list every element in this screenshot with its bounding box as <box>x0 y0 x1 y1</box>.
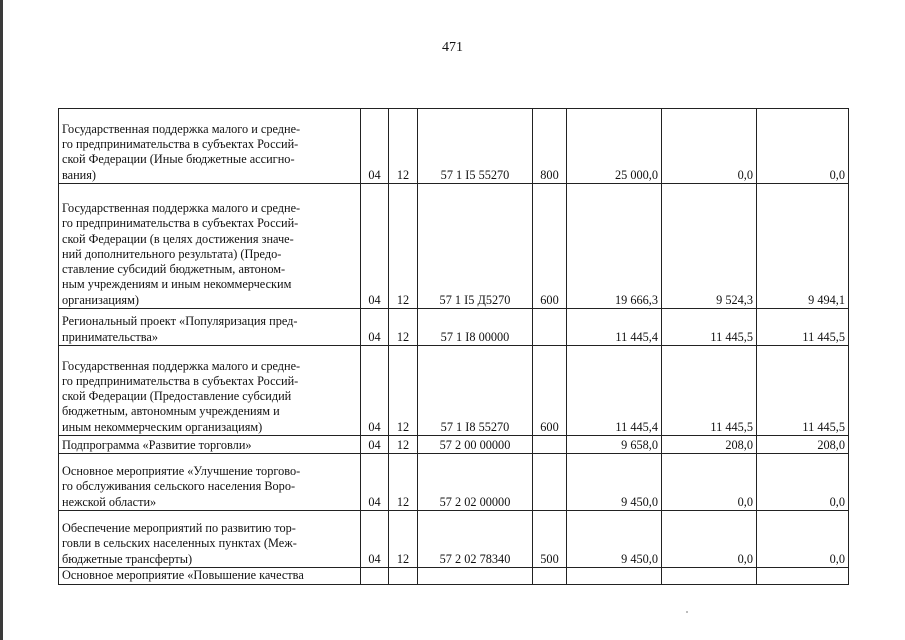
item-name-line: Основное мероприятие «Улучшение торгово- <box>62 464 301 479</box>
amount-year-1-cell: 11 445,4 <box>567 346 662 436</box>
amount-year-2-cell: 0,0 <box>662 511 757 568</box>
amount-year-2-cell: 11 445,5 <box>662 346 757 436</box>
target-article-cell: 57 1 I5 55270 <box>418 109 533 184</box>
item-name-line: Государственная поддержка малого и средне- <box>62 200 301 215</box>
section-code-cell: 04 <box>361 454 389 511</box>
item-name-line: бюджетные трансферты) <box>62 551 193 566</box>
page-number: 471 <box>442 40 463 55</box>
amount-year-2-cell: 208,0 <box>662 436 757 454</box>
item-name-cell <box>59 309 361 346</box>
subsection-code-cell <box>389 568 418 585</box>
item-name-line: Подпрограмма «Развитие торговли» <box>62 437 252 452</box>
item-name-line: нежской области» <box>62 494 157 509</box>
item-name-cell <box>59 184 361 309</box>
subsection-code-cell: 12 <box>389 309 418 346</box>
amount-year-1-cell: 9 658,0 <box>567 436 662 454</box>
expense-type-cell <box>533 568 567 585</box>
amount-year-1-cell: 9 450,0 <box>567 454 662 511</box>
item-name-line: Основное мероприятие «Повышение качества <box>62 568 304 582</box>
target-article-cell: 57 2 00 00000 <box>418 436 533 454</box>
expense-type-cell <box>533 454 567 511</box>
item-name-cell <box>59 109 361 184</box>
section-code-cell: 04 <box>361 436 389 454</box>
item-name-line: говли в сельских населенных пунктах (Меж- <box>62 536 297 551</box>
item-name-line: организациям) <box>62 292 139 307</box>
item-name-cell <box>59 346 361 436</box>
item-name-cell <box>59 436 361 454</box>
item-name-line: бюджетным, автономным учреждениям и <box>62 404 280 419</box>
amount-year-2-cell: 0,0 <box>662 109 757 184</box>
budget-table <box>58 108 849 585</box>
expense-type-cell: 600 <box>533 346 567 436</box>
item-name-cell <box>59 511 361 568</box>
table-row <box>59 511 849 568</box>
amount-year-1-cell: 11 445,4 <box>567 309 662 346</box>
amount-year-1-cell: 9 450,0 <box>567 511 662 568</box>
item-name-line: го обслуживания сельского населения Воро- <box>62 479 296 494</box>
item-name-line: ской Федерации (Иные бюджетные ассигно- <box>62 152 295 167</box>
amount-year-2-cell: 9 524,3 <box>662 184 757 309</box>
amount-year-3-cell: 9 494,1 <box>757 184 849 309</box>
subsection-code-cell: 12 <box>389 454 418 511</box>
item-name-line: Обеспечение мероприятий по развитию тор- <box>62 521 296 536</box>
amount-year-2-cell: 11 445,5 <box>662 309 757 346</box>
amount-year-3-cell: 11 445,5 <box>757 346 849 436</box>
item-name-cell <box>59 454 361 511</box>
table-row <box>59 436 849 454</box>
amount-year-2-cell <box>662 568 757 585</box>
item-name-line: Государственная поддержка малого и средне- <box>62 121 301 136</box>
amount-year-3-cell: 0,0 <box>757 454 849 511</box>
expense-type-cell: 800 <box>533 109 567 184</box>
target-article-cell: 57 1 I5 Д5270 <box>418 184 533 309</box>
subsection-code-cell: 12 <box>389 109 418 184</box>
item-name-line: вания) <box>62 167 97 182</box>
subsection-code-cell: 12 <box>389 436 418 454</box>
item-name-line: принимательства» <box>62 329 158 344</box>
section-code-cell: 04 <box>361 309 389 346</box>
amount-year-3-cell <box>757 568 849 585</box>
item-name-line: ным учреждениям и иным некоммерческим <box>62 277 292 292</box>
item-name-line: ний дополнительного результата) (Предо- <box>62 246 282 261</box>
target-article-cell: 57 1 I8 00000 <box>418 309 533 346</box>
table-row <box>59 109 849 184</box>
table-row <box>59 454 849 511</box>
subsection-code-cell: 12 <box>389 184 418 309</box>
expense-type-cell: 500 <box>533 511 567 568</box>
subsection-code-cell: 12 <box>389 346 418 436</box>
section-code-cell: 04 <box>361 346 389 436</box>
amount-year-1-cell: 25 000,0 <box>567 109 662 184</box>
item-name-line: го предпринимательства в субъектах Россий- <box>62 137 299 152</box>
table-row <box>59 184 849 309</box>
table-row <box>59 568 849 585</box>
section-code-cell: 04 <box>361 511 389 568</box>
item-name-line: Региональный проект «Популяризация пред- <box>62 314 298 329</box>
amount-year-1-cell <box>567 568 662 585</box>
scan-speck <box>686 611 688 613</box>
amount-year-3-cell: 0,0 <box>757 511 849 568</box>
target-article-cell: 57 1 I8 55270 <box>418 346 533 436</box>
item-name-line: ской Федерации (в целях достижения значе- <box>62 231 294 246</box>
item-name-line: Государственная поддержка малого и средне- <box>62 358 301 373</box>
amount-year-2-cell: 0,0 <box>662 454 757 511</box>
scan-page-edge <box>0 0 3 640</box>
item-name-line: го предпринимательства в субъектах Россий- <box>62 373 299 388</box>
amount-year-3-cell: 0,0 <box>757 109 849 184</box>
expense-type-cell <box>533 309 567 346</box>
section-code-cell: 04 <box>361 109 389 184</box>
item-name-line: ской Федерации (Предоставление субсидий <box>62 389 292 404</box>
expense-type-cell <box>533 436 567 454</box>
item-name-line: го предпринимательства в субъектах Россий- <box>62 216 299 231</box>
section-code-cell: 04 <box>361 184 389 309</box>
target-article-cell <box>418 568 533 585</box>
amount-year-3-cell: 208,0 <box>757 436 849 454</box>
target-article-cell: 57 2 02 00000 <box>418 454 533 511</box>
expense-type-cell: 600 <box>533 184 567 309</box>
item-name-cell <box>59 568 361 585</box>
table-row <box>59 309 849 346</box>
amount-year-1-cell: 19 666,3 <box>567 184 662 309</box>
section-code-cell <box>361 568 389 585</box>
table-row <box>59 346 849 436</box>
item-name-line: иным некоммерческим организациям) <box>62 419 263 434</box>
item-name-line: ставление субсидий бюджетным, автоном- <box>62 262 286 277</box>
subsection-code-cell: 12 <box>389 511 418 568</box>
amount-year-3-cell: 11 445,5 <box>757 309 849 346</box>
target-article-cell: 57 2 02 78340 <box>418 511 533 568</box>
